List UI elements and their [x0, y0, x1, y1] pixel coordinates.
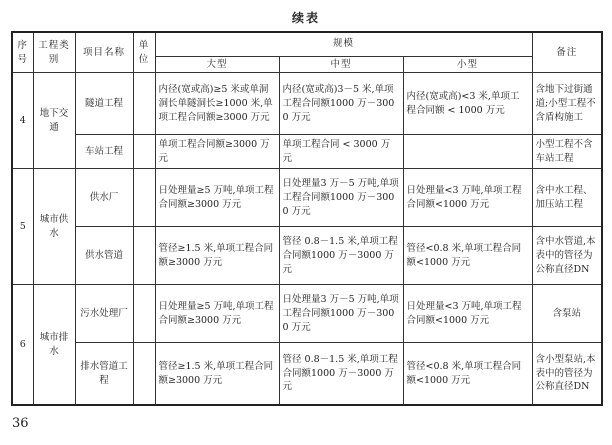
header-medium: 中型 [279, 56, 403, 73]
header-row-1 [12, 32, 602, 56]
header-small: 小型 [403, 56, 532, 73]
remark-cell: 含泵站 [532, 285, 602, 343]
large-scale-cell: 日处理量≥5 万吨,单项工程合同额≥3000 万元 [155, 169, 279, 227]
category-cell: 城市排水 [33, 285, 75, 405]
row-number: 6 [12, 285, 33, 405]
row-number: 4 [12, 73, 33, 169]
large-scale-cell: 管径≥1.5 米,单项工程合同额≥3000 万元 [155, 343, 279, 405]
scale-standard-table [11, 31, 603, 406]
table-caption: 续表 [291, 11, 320, 25]
table-row [12, 169, 602, 227]
unit-cell [133, 169, 155, 227]
category-cell: 城市供水 [33, 169, 75, 285]
header-category: 工程类别 [33, 32, 75, 73]
category-cell: 地下交通 [33, 73, 75, 169]
table-row [12, 285, 602, 343]
small-scale-cell: 管径<0.8 米,单项工程合同额<1000 万元 [403, 343, 532, 405]
remark-cell: 含小型泵站,本表中的管径为公称直径DN [532, 343, 602, 405]
remark-cell: 含中水工程、加压站工程 [532, 169, 602, 227]
small-scale-cell: 日处理量<3 万吨,单项工程合同额<1000 万元 [403, 169, 532, 227]
unit-cell [133, 227, 155, 285]
medium-scale-cell: 内径(宽或高)3－5 米,单项工程合同额1000 万－3000 万元 [279, 73, 403, 135]
medium-scale-cell: 单项工程合同 < 3000 万元 [279, 135, 403, 169]
large-scale-cell: 日处理量≥5 万吨,单项工程合同额≥3000 万元 [155, 285, 279, 343]
header-remark: 备注 [532, 32, 602, 73]
item-cell: 隧道工程 [75, 73, 133, 135]
header-no: 序号 [12, 32, 33, 73]
large-scale-cell: 管径≥1.5 米,单项工程合同额≥3000 万元 [155, 227, 279, 285]
table-row [12, 73, 602, 135]
table-row [12, 135, 602, 169]
table-row [12, 227, 602, 285]
medium-scale-cell: 日处理量3 万－5 万吨,单项工程合同额1000 万－3000 万元 [279, 169, 403, 227]
large-scale-cell: 内径(宽或高)≥5 米或单洞洞长单隧洞长≥1000 米,单项工程合同额≥3000 万元 [155, 73, 279, 135]
remark-cell: 小型工程不含车站工程 [532, 135, 602, 169]
medium-scale-cell: 日处理量3 万－5 万吨,单项工程合同额1000 万－3000 万元 [279, 285, 403, 343]
unit-cell [133, 135, 155, 169]
item-cell: 供水厂 [75, 169, 133, 227]
table-row [12, 343, 602, 405]
remark-cell: 含地下过街通道;小型工程不含盾构施工 [532, 73, 602, 135]
unit-cell [133, 73, 155, 135]
unit-cell [133, 285, 155, 343]
page-number: 36 [12, 416, 29, 431]
unit-cell [133, 343, 155, 405]
medium-scale-cell: 管径 0.8－1.5 米,单项工程合同额1000 万－3000 万元 [279, 343, 403, 405]
small-scale-cell: 日处理量<3 万吨,单项工程合同额<1000 万元 [403, 285, 532, 343]
item-cell: 供水管道 [75, 227, 133, 285]
header-item: 项目名称 [75, 32, 133, 73]
item-cell: 污水处理厂 [75, 285, 133, 343]
remark-cell: 含中水管道,本表中的管径为公称直径DN [532, 227, 602, 285]
item-cell: 排水管道工程 [75, 343, 133, 405]
medium-scale-cell: 管径 0.8－1.5 米,单项工程合同额1000 万－3000 万元 [279, 227, 403, 285]
header-large: 大型 [155, 56, 279, 73]
small-scale-cell: 内径(宽或高)<3 米,单项工程合同额 < 1000 万元 [403, 73, 532, 135]
small-scale-cell [403, 135, 532, 169]
item-cell: 车站工程 [75, 135, 133, 169]
header-scale: 规模 [155, 32, 532, 56]
large-scale-cell: 单项工程合同额≥3000 万元 [155, 135, 279, 169]
row-number: 5 [12, 169, 33, 285]
header-unit: 单位 [133, 32, 155, 73]
small-scale-cell: 管径<0.8 米,单项工程合同额<1000 万元 [403, 227, 532, 285]
